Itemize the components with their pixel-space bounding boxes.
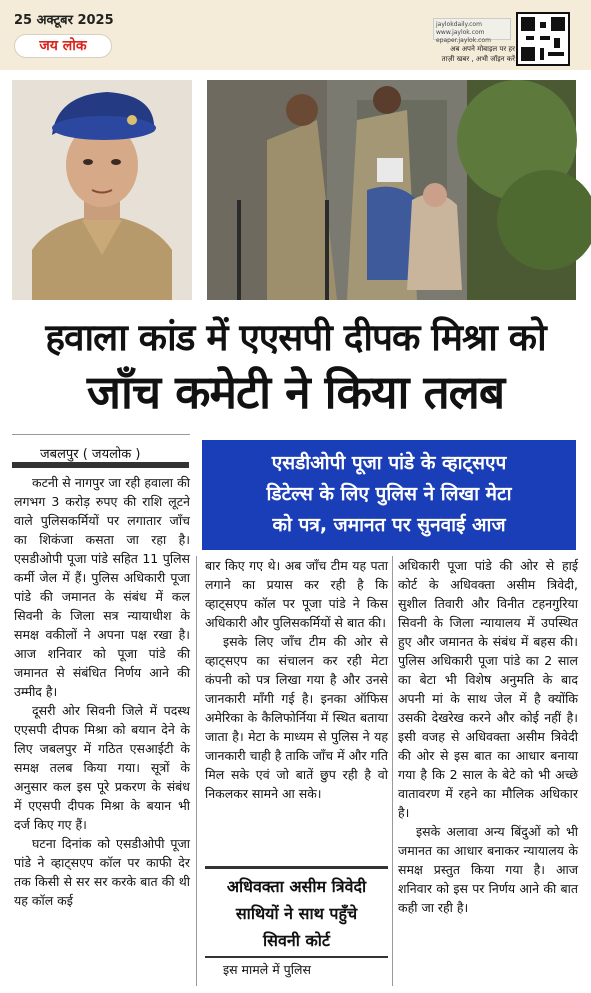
banner-line-1: एसडीओपी पूजा पांडे के व्हाट्सएप: [271, 452, 507, 474]
banner-line-3: को पत्र, जमानत पर सुनवाई आज: [272, 514, 506, 536]
column-divider: [196, 556, 197, 986]
subhead-line-2: साथियों ने साथ पहुँचे: [235, 904, 358, 923]
url-3[interactable]: epaper.jaylok.com: [436, 37, 491, 44]
promo-line-1: अब अपने मोबाइल पर हर: [450, 45, 515, 53]
subhead-rule-top: [205, 866, 388, 869]
url-1[interactable]: jaylokdaily.com: [436, 21, 482, 28]
subhead-line-1: अधिवक्ता असीम त्रिवेदी: [226, 877, 367, 896]
masthead: [0, 0, 591, 70]
paragraph: इस मामले में पुलिस: [223, 962, 311, 977]
paragraph: घटना दिनांक को एसडीओपी पूजा पांडे ने व्हाट्सएप कॉल पर काफी देर तक किसी से सर सर करके बात की थी यह कॉल कई: [14, 836, 190, 908]
paragraph: दूसरी ओर सिवनी जिले में पदस्थ एएसपी दीपक मिश्रा को बयान देने के लिए जबलपुर में गठित एसआईटी के समक्ष तलब किया गया। सूत्रों के अनुसार कल इस पूरे प्रकरण के संबंध में एएसपी दीपक मिश्रा के बयान भी दर्ज किए गए हैं।: [14, 703, 190, 832]
article-column-2-continued: [205, 960, 388, 979]
officer-portrait-photo: [12, 80, 192, 300]
subheadline-banner: [202, 440, 576, 550]
dateline-rule: [12, 462, 189, 468]
article-column-3: [398, 556, 578, 917]
inline-subheading: [205, 873, 388, 954]
paragraph: बार किए गए थे। अब जाँच टीम यह पता लगाने का प्रयास कर रही है कि व्हाट्सएप कॉल पर पूजा पांडे ने किस अधिकारी और पुलिसकर्मियों से बात की।: [205, 558, 388, 630]
banner-line-2: डिटेल्स के लिए पुलिस ने लिखा मेटा: [266, 483, 512, 505]
divider: [12, 434, 190, 435]
subhead-rule-bottom: [205, 956, 388, 958]
column-divider: [392, 556, 393, 986]
paragraph: इसके अलावा अन्य बिंदुओं को भी जमानत का आधार बनाकर न्यायालय के समक्ष प्रस्तुत किया गया है। आज शनिवार को इस पर निर्णय आने की बात कही जा रही है।: [398, 824, 578, 915]
paragraph: अधिकारी पूजा पांडे की ओर से हाई कोर्ट के अधिवक्ता असीम त्रिवेदी, सुशील तिवारी और विनीत टहनगुरिया सिवनी के जिला न्यायालय में उपस्थित हुए और जमानत के संबंध में बहस की। पुलिस अधिकारी पूजा पांडे का 2 साल का बेटा भी विशेष अनुमति के बाद अपनी मां के साथ जेल में है क्योंकि उसकी देखरेख करने और कोई नहीं है। इसी वजह से अधिवक्ता असीम त्रिवेदी की ओर से इस बात का आधार बनाया गया है कि 2 साल के बेटे को भी अच्छे वातावरण में रहने का मौलिक अधिकार है।: [398, 558, 578, 820]
article-column-2: [205, 556, 388, 803]
subhead-line-3: सिवनी कोर्ट: [263, 931, 330, 950]
headline-line-1: हवाला कांड में एएसपी दीपक मिश्रा को: [45, 316, 546, 359]
portrait-image: [12, 80, 192, 300]
issue-date: 25 अक्टूबर 2025: [14, 13, 114, 28]
paragraph: इसके लिए जाँच टीम की ओर से व्हाट्सएप का संचालन कर रही मेटा कंपनी को पत्र लिखा गया है और उनसे जानकारी माँगी गई है। इनका ऑफिस अमेरिका के कैलिफोर्निया में स्थित बताया जाता है। मेटा के माध्यम से पुलिस ने यह जानकारी चाही है ताकि जाँच में और गति मिल सके एवं जो बातें छुप रही है वो निकलकर सामने आ सके।: [205, 634, 388, 801]
headline-line-2: जाँच कमेटी ने किया तलब: [86, 365, 505, 419]
promo-text: [425, 44, 515, 64]
court-scene-image: [207, 80, 576, 300]
paragraph: कटनी से नागपुर जा रही हवाला की लगभग 3 करोड़ रुपए की राशि लूटने वाले पुलिसकर्मियों पर लगातार जाँच का शिकंजा कसता जा रहा है। एसडीओपी पूजा पांडे सहित 11 पुलिस कर्मी जेल में हैं। पुलिस अधिकारी पूजा पांडे की जमानत के संबंध में कल सिवनी के जिला सत्र न्यायाधीश के समक्ष वकीलों ने अपना पक्ष रखा है। आज शनिवार को पूजा पांडे की जमानत से संबंधित निर्णय आने की उम्मीद है।: [14, 475, 190, 699]
url-2[interactable]: www.jaylok.com: [436, 29, 485, 36]
article-column-1: [14, 473, 190, 910]
jaylok-logo: जय लोक: [14, 34, 112, 58]
website-links[interactable]: [433, 18, 511, 44]
dateline: जबलपुर ( जयलोक ): [40, 447, 141, 462]
court-scene-photo: [207, 80, 576, 300]
qr-code-icon[interactable]: [516, 12, 570, 66]
promo-line-2: ताज़ी खबर , अभी जॉइन करें: [441, 55, 515, 63]
